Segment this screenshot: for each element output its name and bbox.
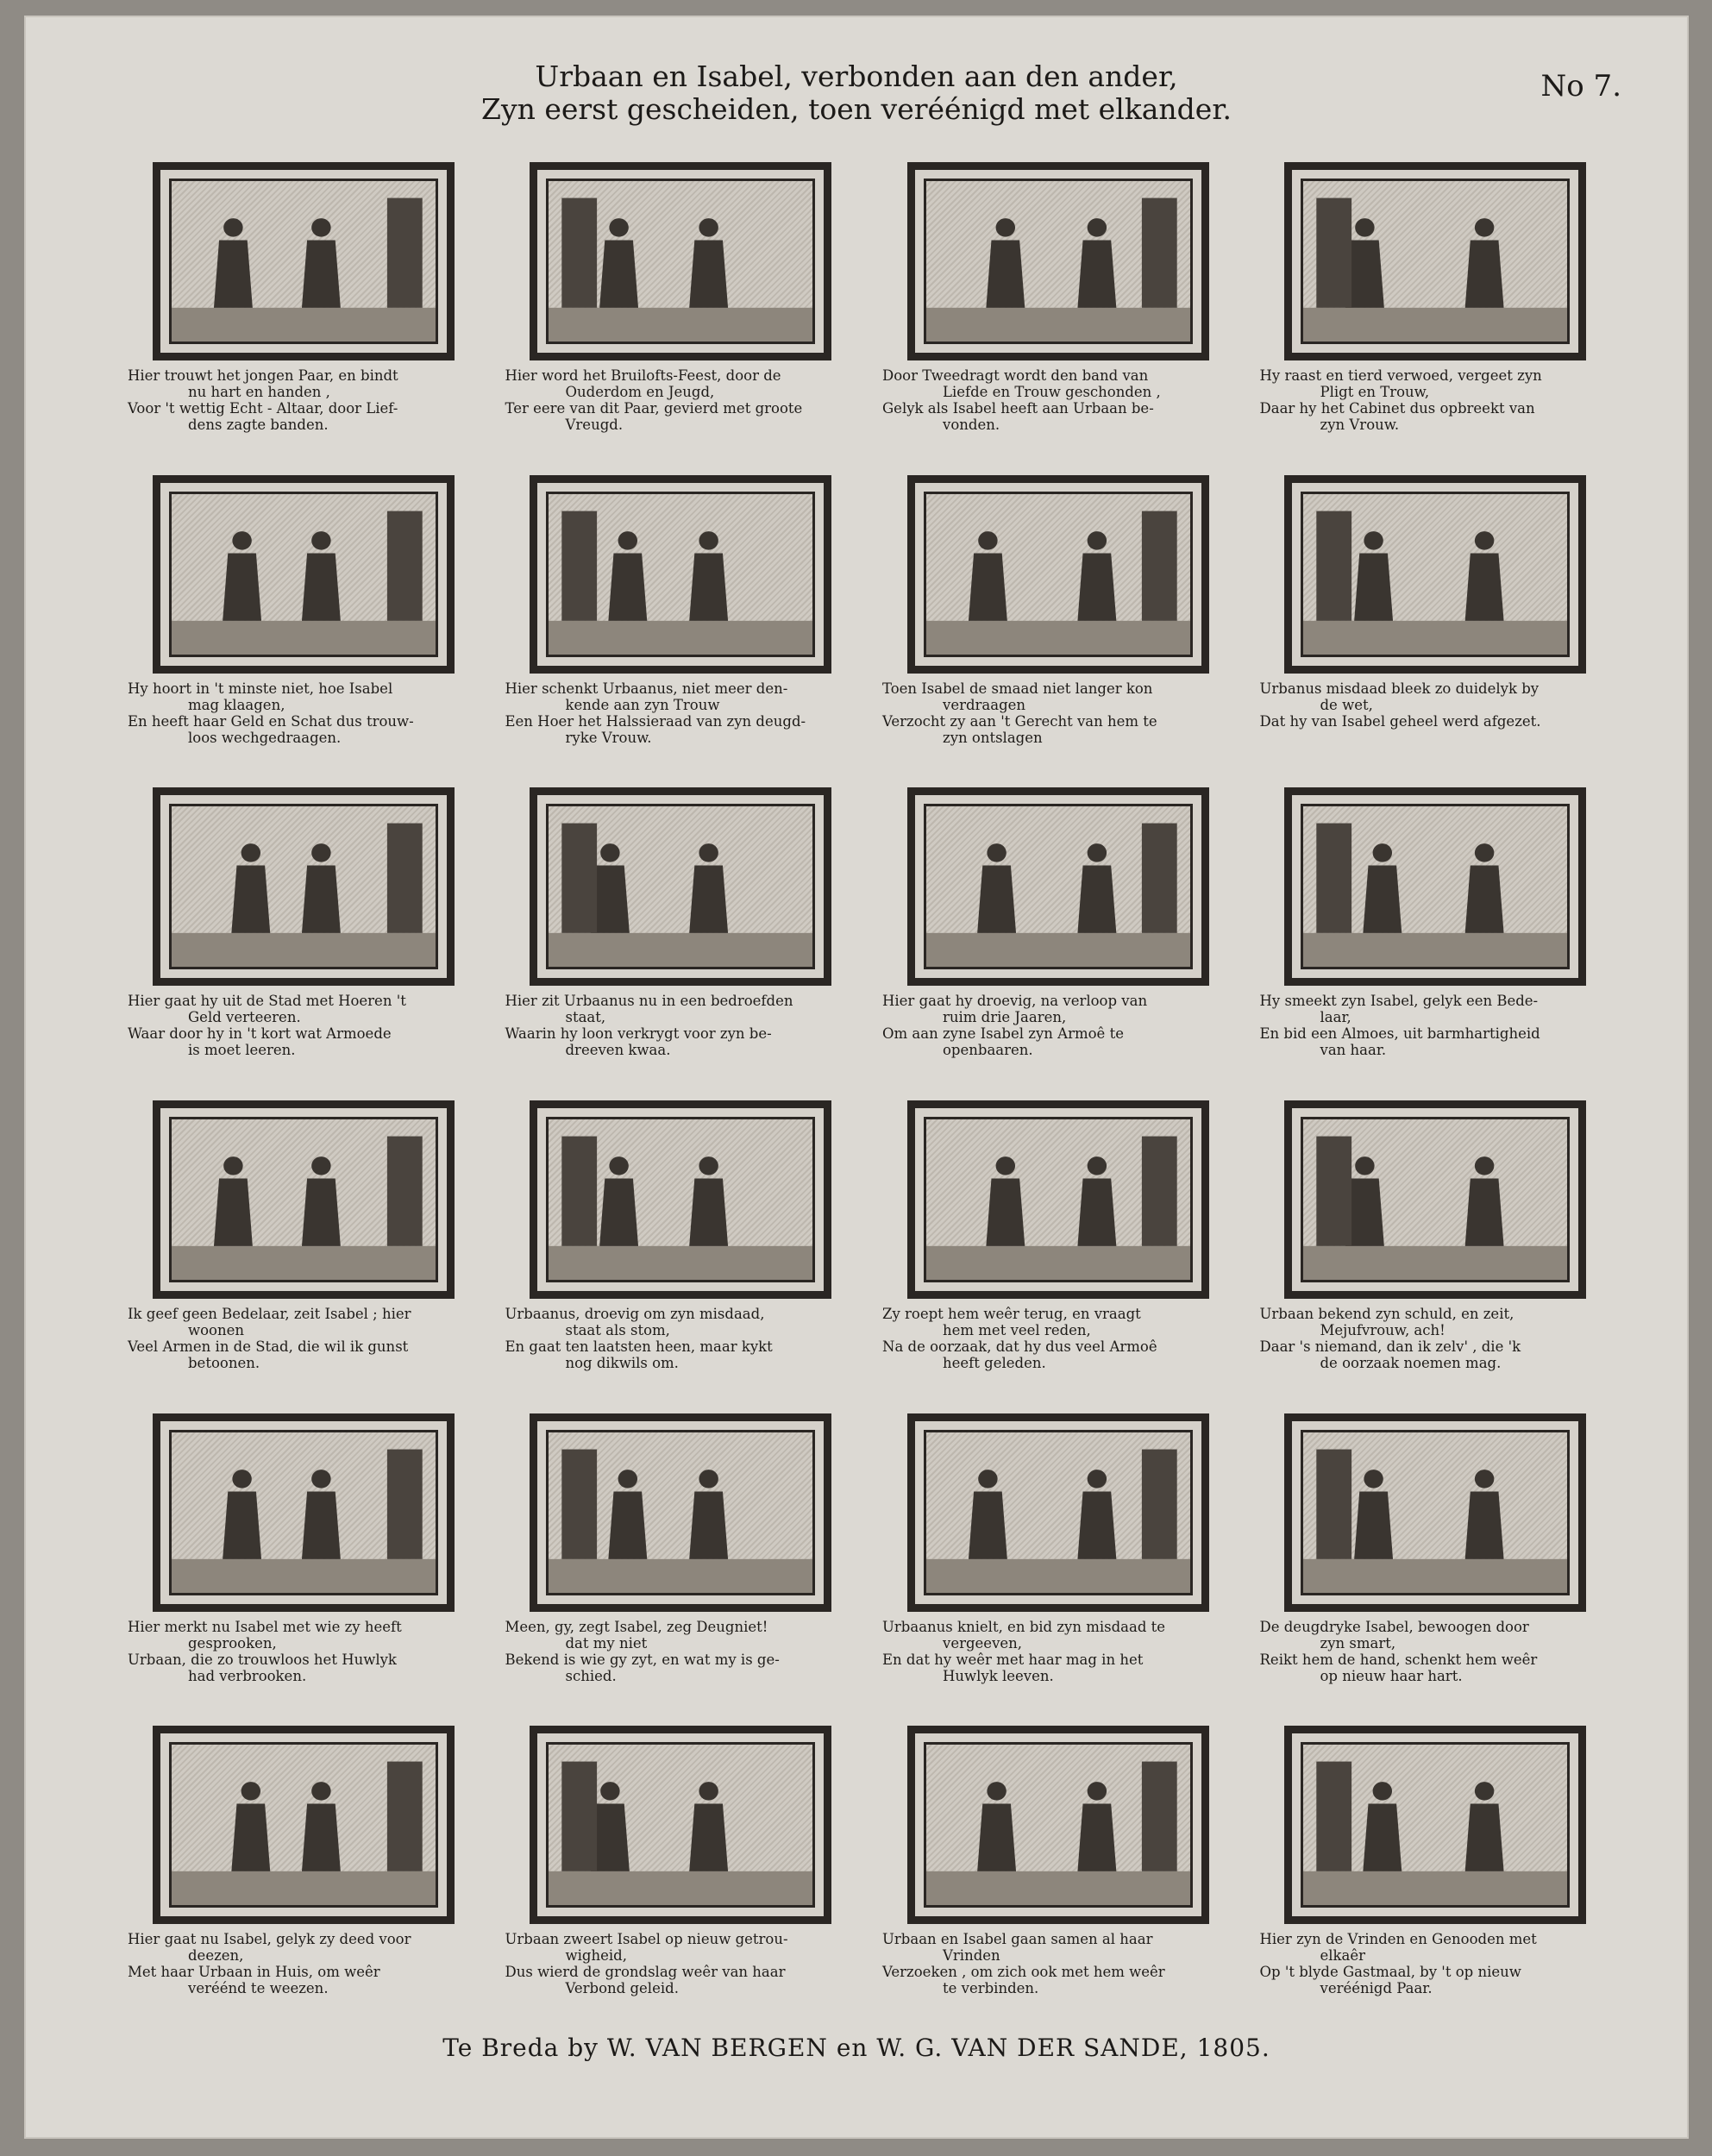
panel-caption <box>505 367 857 433</box>
caption-line: Hier gaat hy uit de Stad met Hoeren 't <box>128 993 406 1010</box>
caption-line: zyn Vrouw. <box>1320 417 1400 433</box>
caption-line: Urbaan zweert Isabel op nieuw getrou- <box>505 1931 788 1948</box>
caption-line: Hier gaat hy droevig, na verloop van <box>882 993 1148 1010</box>
scene-figures <box>926 181 1190 342</box>
scene-figures <box>549 1119 812 1280</box>
caption-line: woonen <box>188 1321 245 1338</box>
panel <box>128 475 480 783</box>
caption-line: Hier merkt nu Isabel met wie zy heeft <box>128 1618 402 1635</box>
panel-caption <box>505 993 857 1058</box>
caption-line: staat, <box>565 1009 606 1026</box>
broadsheet-page <box>24 16 1689 2139</box>
panel <box>505 1100 857 1408</box>
panel <box>1260 475 1612 783</box>
woodcut-grid <box>128 162 1611 2034</box>
panel-caption <box>882 1931 1234 1996</box>
caption-line: En dat hy weêr met haar mag in het <box>882 1651 1144 1668</box>
panel-caption <box>1260 1306 1612 1371</box>
caption-line: Veel Armen in de Stad, die wil ik gunst <box>128 1338 409 1355</box>
panel <box>128 162 480 470</box>
panel-caption <box>505 1619 857 1684</box>
woodcut-illustration <box>924 804 1193 969</box>
panel <box>882 162 1234 470</box>
caption-line: de oorzaak noemen mag. <box>1320 1354 1502 1371</box>
caption-line: te verbinden. <box>943 1980 1039 1997</box>
caption-line: dat my niet <box>565 1634 648 1651</box>
panel-caption <box>128 1619 480 1684</box>
woodcut-illustration <box>546 492 815 657</box>
caption-line: Liefde en Trouw geschonden , <box>943 384 1161 400</box>
panel <box>505 475 857 783</box>
panel <box>128 1413 480 1721</box>
caption-line: Urbaan en Isabel gaan samen al haar <box>882 1931 1153 1948</box>
caption-line: vergeeven, <box>943 1634 1023 1651</box>
panel-caption <box>128 1306 480 1371</box>
caption-line: Huwlyk leeven. <box>943 1667 1054 1684</box>
caption-line: Vreugd. <box>565 417 624 433</box>
caption-line: Voor 't wettig Echt - Altaar, door Lief- <box>128 400 398 417</box>
woodcut-illustration <box>1301 804 1570 969</box>
caption-line: loos wechgedraagen. <box>188 729 342 746</box>
caption-line: Toen Isabel de smaad niet langer kon <box>882 680 1153 697</box>
panel <box>128 787 480 1095</box>
caption-line: Ik geef geen Bedelaar, zeit Isabel ; hier <box>128 1305 411 1322</box>
woodcut-frame <box>907 1413 1209 1612</box>
woodcut-illustration <box>169 179 438 344</box>
caption-line: schied. <box>565 1667 617 1684</box>
caption-line: Hy smeekt zyn Isabel, gelyk een Bede- <box>1259 993 1539 1010</box>
caption-line: Waar door hy in 't kort wat Armoede <box>128 1025 392 1043</box>
scene-figures <box>172 1432 436 1593</box>
caption-line: En heeft haar Geld en Schat dus trouw- <box>128 712 414 730</box>
scene-figures <box>172 806 436 967</box>
woodcut-illustration <box>546 1117 815 1282</box>
caption-line: Om aan zyne Isabel zyn Armoê te <box>882 1025 1124 1043</box>
scene-figures <box>1303 806 1567 967</box>
caption-line: Urbanus misdaad bleek zo duidelyk by <box>1259 680 1540 697</box>
woodcut-illustration <box>546 1430 815 1595</box>
caption-line: Na de oorzaak, dat hy dus veel Armoê <box>882 1338 1157 1355</box>
woodcut-frame <box>1284 1726 1586 1924</box>
panel <box>882 787 1234 1095</box>
woodcut-frame <box>530 475 831 674</box>
caption-line: van haar. <box>1320 1042 1387 1059</box>
caption-line: Op 't blyde Gastmaal, by 't op nieuw <box>1259 1964 1521 1981</box>
panel <box>505 1726 857 2034</box>
scene-figures <box>172 1119 436 1280</box>
caption-line: Hy hoort in 't minste niet, hoe Isabel <box>128 680 393 697</box>
caption-line: Dus wierd de grondslag weêr van haar <box>505 1964 786 1981</box>
panel-caption <box>1260 680 1612 730</box>
caption-line: Hier schenkt Urbaanus, niet meer den- <box>505 680 788 697</box>
caption-line: nu hart en handen , <box>188 384 330 400</box>
caption-line: Hier word het Bruilofts-Feest, door de <box>505 367 781 384</box>
caption-line: Urbaan bekend zyn schuld, en zeit, <box>1259 1305 1514 1322</box>
caption-line: is moet leeren. <box>188 1042 296 1059</box>
panel <box>1260 1100 1612 1408</box>
woodcut-frame <box>1284 475 1586 674</box>
woodcut-frame <box>530 1726 831 1924</box>
panel-caption <box>882 993 1234 1058</box>
caption-line: Verbond geleid. <box>565 1980 679 1997</box>
woodcut-illustration <box>169 1430 438 1595</box>
caption-line: Urbaanus, droevig om zyn misdaad, <box>505 1305 765 1322</box>
caption-line: hem met veel reden, <box>943 1321 1091 1338</box>
woodcut-frame <box>153 162 455 360</box>
woodcut-illustration <box>1301 179 1570 344</box>
panel <box>1260 1726 1612 2034</box>
caption-line: Daar hy het Cabinet dus opbreekt van <box>1259 400 1535 417</box>
woodcut-frame <box>1284 162 1586 360</box>
woodcut-illustration <box>1301 1117 1570 1282</box>
woodcut-illustration <box>924 179 1193 344</box>
caption-line: betoonen. <box>188 1354 260 1371</box>
woodcut-frame <box>530 1413 831 1612</box>
scene-figures <box>1303 1432 1567 1593</box>
caption-line: De deugdryke Isabel, bewoogen door <box>1259 1618 1529 1635</box>
scene-figures <box>926 1119 1190 1280</box>
imprint-footer: Te Breda by W. VAN BERGEN en W. G. VAN DER SANDE, 1805. <box>442 2034 1270 2062</box>
scene-figures <box>172 181 436 342</box>
caption-line: Dat hy van Isabel geheel werd afgezet. <box>1259 712 1541 730</box>
caption-line: op nieuw haar hart. <box>1320 1667 1463 1684</box>
woodcut-frame <box>153 787 455 986</box>
scene-figures <box>926 1745 1190 1905</box>
panel-caption <box>128 993 480 1058</box>
scene-figures <box>1303 181 1567 342</box>
caption-line: Daar 's niemand, dan ik zelv' , die 'k <box>1259 1338 1521 1355</box>
caption-line: Hy raast en tierd verwoed, vergeet zyn <box>1259 367 1542 384</box>
woodcut-illustration <box>924 1430 1193 1595</box>
woodcut-frame <box>153 1726 455 1924</box>
scene-figures <box>549 1745 812 1905</box>
scene-figures <box>926 494 1190 655</box>
caption-line: dreeven kwaa. <box>565 1042 671 1059</box>
caption-line: Met haar Urbaan in Huis, om weêr <box>128 1964 380 1981</box>
caption-line: En bid een Almoes, uit barmhartigheid <box>1259 1025 1540 1043</box>
title-line-1: Urbaan en Isabel, verbonden aan den ander, <box>535 60 1178 93</box>
woodcut-frame <box>153 1100 455 1299</box>
caption-line: ryke Vrouw. <box>565 729 652 746</box>
panel <box>505 787 857 1095</box>
caption-line: staat als stom, <box>565 1321 670 1338</box>
caption-line: deezen, <box>188 1947 244 1965</box>
woodcut-illustration <box>546 1742 815 1908</box>
panel <box>1260 162 1612 470</box>
panel-caption <box>882 1306 1234 1371</box>
woodcut-illustration <box>169 1117 438 1282</box>
woodcut-frame <box>907 1726 1209 1924</box>
caption-line: nog dikwils om. <box>565 1354 679 1371</box>
caption-line: mag klaagen, <box>188 696 285 713</box>
scene-figures <box>1303 494 1567 655</box>
caption-line: dens zagte banden. <box>188 417 329 433</box>
woodcut-illustration <box>546 179 815 344</box>
panel <box>882 475 1234 783</box>
caption-line: Geld verteeren. <box>188 1009 301 1026</box>
caption-line: vonden. <box>943 417 1000 433</box>
caption-line: Bekend is wie gy zyt, en wat my is ge- <box>505 1651 780 1668</box>
panel-caption <box>505 1306 857 1371</box>
panel <box>1260 787 1612 1095</box>
woodcut-illustration <box>924 1117 1193 1282</box>
woodcut-frame <box>907 787 1209 986</box>
caption-line: Vrinden <box>943 1947 1000 1965</box>
woodcut-illustration <box>546 804 815 969</box>
scene-figures <box>172 1745 436 1905</box>
woodcut-frame <box>1284 1413 1586 1612</box>
caption-line: Urbaanus knielt, en bid zyn misdaad te <box>882 1618 1166 1635</box>
scene-figures <box>172 494 436 655</box>
woodcut-illustration <box>1301 492 1570 657</box>
scene-figures <box>549 494 812 655</box>
scene-figures <box>1303 1745 1567 1905</box>
panel <box>1260 1413 1612 1721</box>
panel-caption <box>1260 1619 1612 1684</box>
caption-line: Pligt en Trouw, <box>1320 384 1430 400</box>
panel-caption <box>128 367 480 433</box>
panel <box>128 1726 480 2034</box>
caption-line: Urbaan, die zo trouwloos het Huwlyk <box>128 1651 397 1668</box>
panel <box>882 1413 1234 1721</box>
scene-figures <box>549 1432 812 1593</box>
caption-line: openbaaren. <box>943 1042 1033 1059</box>
caption-line: gesprooken, <box>188 1634 277 1651</box>
panel-caption <box>1260 367 1612 433</box>
scene-figures <box>926 806 1190 967</box>
title-line-2: Zyn eerst gescheiden, toen veréénigd met elkander. <box>481 92 1232 126</box>
woodcut-frame <box>530 787 831 986</box>
caption-line: Hier zyn de Vrinden en Genooden met <box>1259 1931 1537 1948</box>
sheet-number: No 7. <box>1540 69 1621 103</box>
panel <box>505 1413 857 1721</box>
scene-figures <box>926 1432 1190 1593</box>
caption-line: Door Tweedragt wordt den band van <box>882 367 1149 384</box>
caption-line: Ter eere van dit Paar, gevierd met groote <box>505 400 803 417</box>
caption-line: wigheid, <box>565 1947 627 1965</box>
caption-line: Verzocht zy aan 't Gerecht van hem te <box>882 712 1157 730</box>
caption-line: Meen, gy, zegt Isabel, zeg Deugniet! <box>505 1618 768 1635</box>
caption-line: En gaat ten laatsten heen, maar kykt <box>505 1338 773 1355</box>
woodcut-frame <box>153 1413 455 1612</box>
caption-line: Hier gaat nu Isabel, gelyk zy deed voor <box>128 1931 411 1948</box>
caption-line: had verbrooken. <box>188 1667 307 1684</box>
panel-caption <box>505 680 857 746</box>
woodcut-frame <box>907 162 1209 360</box>
caption-line: Een Hoer het Halssieraad van zyn deugd- <box>505 712 806 730</box>
caption-line: de wet, <box>1320 696 1373 713</box>
caption-line: veréénd te weezen. <box>188 1980 329 1997</box>
panel-caption <box>128 680 480 746</box>
woodcut-frame <box>907 1100 1209 1299</box>
caption-line: Gelyk als Isabel heeft aan Urbaan be- <box>882 400 1154 417</box>
panel <box>882 1726 1234 2034</box>
caption-line: kende aan zyn Trouw <box>565 696 720 713</box>
scene-figures <box>549 181 812 342</box>
panel-caption <box>1260 993 1612 1058</box>
caption-line: veréénigd Paar. <box>1320 1980 1433 1997</box>
caption-line: elkaêr <box>1320 1947 1366 1965</box>
panel-caption <box>882 680 1234 746</box>
panel <box>128 1100 480 1408</box>
woodcut-frame <box>1284 1100 1586 1299</box>
caption-line: Verzoeken , om zich ook met hem weêr <box>882 1964 1165 1981</box>
panel <box>882 1100 1234 1408</box>
caption-line: Hier zit Urbaanus nu in een bedroefden <box>505 993 793 1010</box>
woodcut-illustration <box>169 804 438 969</box>
panel-caption <box>505 1931 857 1996</box>
woodcut-illustration <box>924 492 1193 657</box>
woodcut-frame <box>153 475 455 674</box>
woodcut-illustration <box>169 492 438 657</box>
woodcut-frame <box>530 1100 831 1299</box>
caption-line: laar, <box>1320 1009 1351 1026</box>
panel-caption <box>1260 1931 1612 1996</box>
page-title <box>24 60 1689 126</box>
caption-line: Hier trouwt het jongen Paar, en bindt <box>128 367 398 384</box>
woodcut-illustration <box>1301 1430 1570 1595</box>
caption-line: Zy roept hem weêr terug, en vraagt <box>882 1305 1141 1322</box>
woodcut-frame <box>1284 787 1586 986</box>
scene-figures <box>549 806 812 967</box>
panel-caption <box>882 1619 1234 1684</box>
caption-line: ruim drie Jaaren, <box>943 1009 1067 1026</box>
caption-line: zyn ontslagen <box>943 729 1043 746</box>
caption-line: heeft geleden. <box>943 1354 1046 1371</box>
caption-line: zyn smart, <box>1320 1634 1396 1651</box>
woodcut-frame <box>530 162 831 360</box>
woodcut-illustration <box>1301 1742 1570 1908</box>
panel <box>505 162 857 470</box>
caption-line: Reikt hem de hand, schenkt hem weêr <box>1259 1651 1538 1668</box>
caption-line: verdraagen <box>943 696 1026 713</box>
caption-line: Waarin hy loon verkrygt voor zyn be- <box>505 1025 772 1043</box>
caption-line: Mejufvrouw, ach! <box>1320 1321 1445 1338</box>
panel-caption <box>128 1931 480 1996</box>
caption-line: Ouderdom en Jeugd, <box>565 384 715 400</box>
woodcut-illustration <box>169 1742 438 1908</box>
woodcut-illustration <box>924 1742 1193 1908</box>
woodcut-frame <box>907 475 1209 674</box>
panel-caption <box>882 367 1234 433</box>
scene-figures <box>1303 1119 1567 1280</box>
